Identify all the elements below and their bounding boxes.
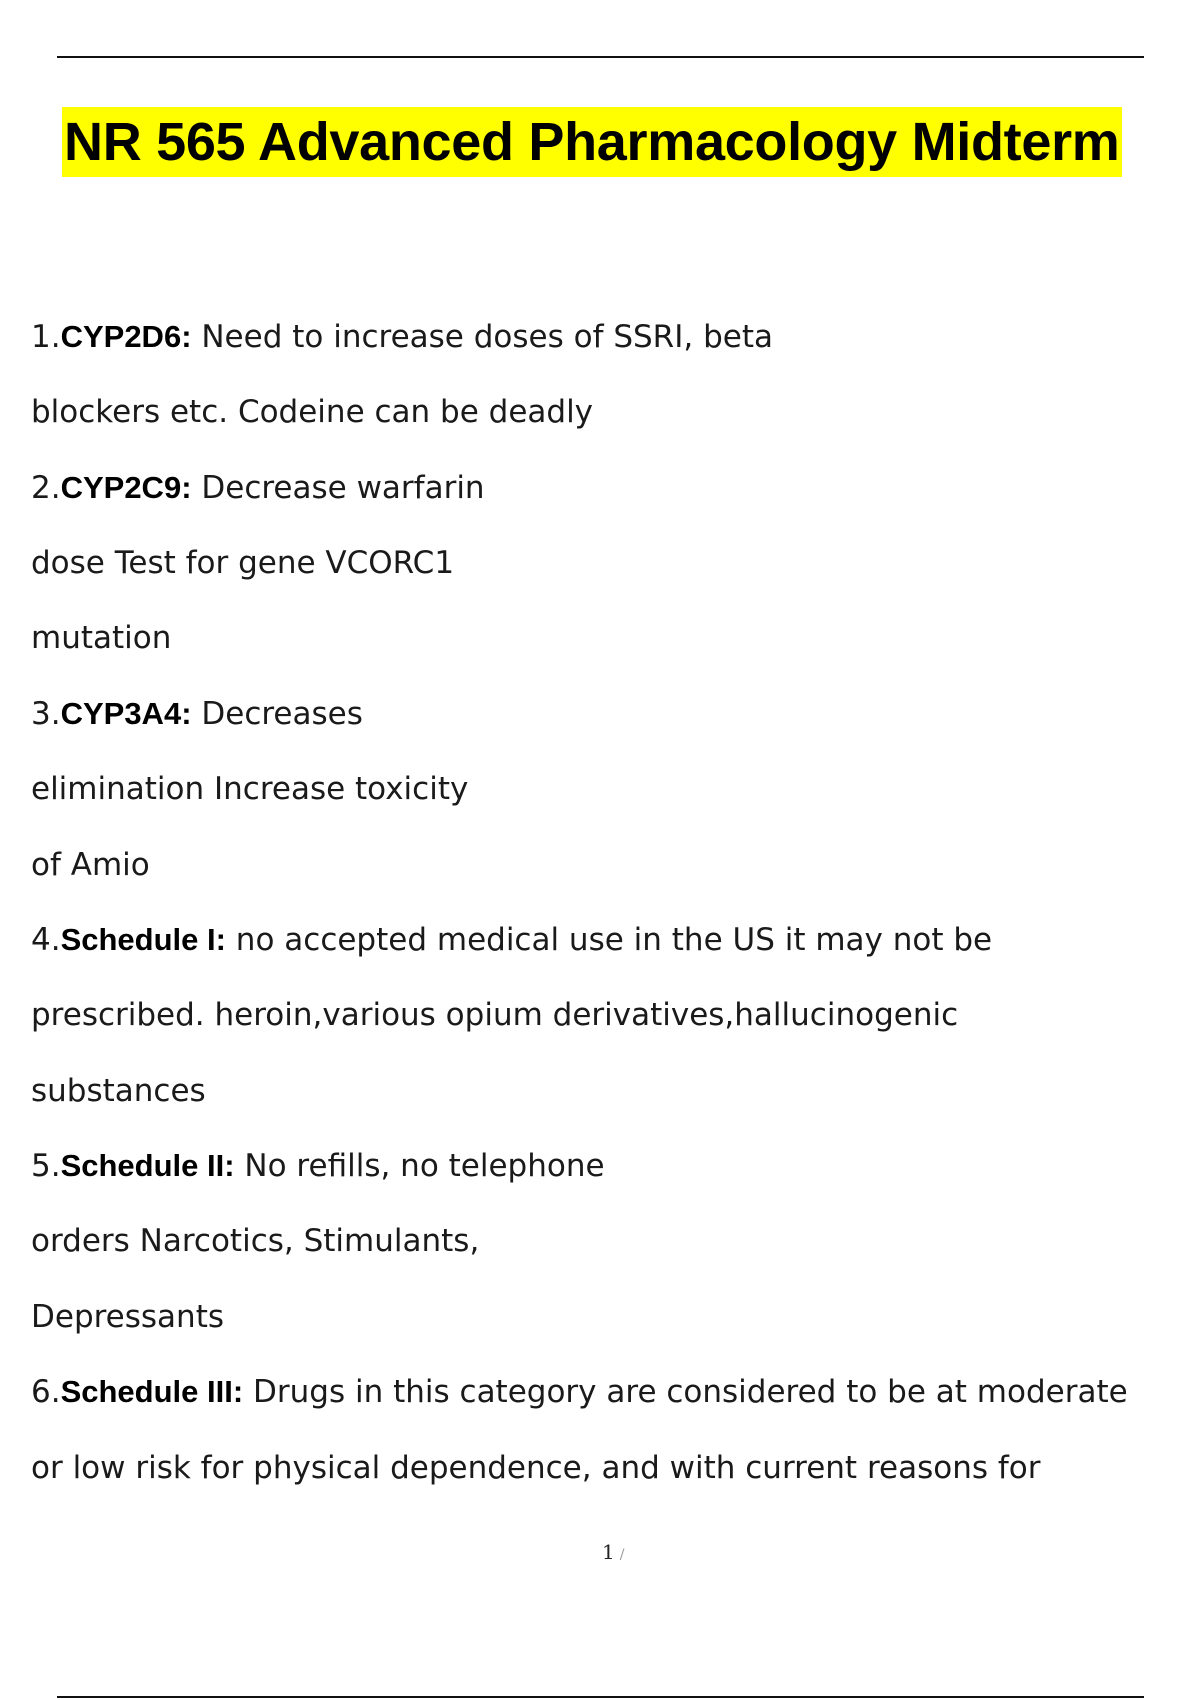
item-text: No refills, no telephone [234, 1148, 605, 1184]
list-item [31, 918, 992, 962]
item-continuation: substances [31, 1073, 206, 1109]
item-text: Decrease warfarin [191, 470, 485, 506]
item-text: Decreases [191, 696, 363, 732]
item-continuation: Depressants [31, 1299, 225, 1335]
item-number: 5. [31, 1148, 61, 1184]
item-continuation: mutation [31, 620, 172, 656]
page-number-value: 1 [602, 1540, 615, 1564]
item-number: 3. [31, 696, 61, 732]
item-number: 4. [31, 922, 61, 958]
item-text: Drugs in this category are considered to be at moderate [243, 1374, 1128, 1410]
list-item [31, 315, 773, 359]
page-number [602, 1540, 624, 1564]
list-item [31, 1370, 1128, 1414]
item-term: CYP3A4: [60, 696, 192, 731]
item-term: Schedule II: [60, 1148, 235, 1183]
item-continuation: blockers etc. Codeine can be deadly [31, 394, 594, 430]
item-continuation: of Amio [31, 847, 150, 883]
item-term: Schedule I: [60, 922, 226, 957]
bottom-rule [57, 1696, 1144, 1698]
item-term: CYP2C9: [60, 470, 192, 505]
item-continuation: orders Narcotics, Stimulants, [31, 1223, 480, 1259]
item-number: 2. [31, 470, 61, 506]
list-item [31, 692, 363, 736]
top-rule [57, 56, 1144, 58]
item-number: 6. [31, 1374, 61, 1410]
item-term: CYP2D6: [60, 319, 192, 354]
page-separator: / [619, 1547, 625, 1563]
item-continuation: dose Test for gene VCORC1 [31, 545, 455, 581]
item-text: Need to increase doses of SSRI, beta [191, 319, 773, 355]
list-item [31, 1144, 605, 1188]
title-highlight [62, 107, 1122, 177]
item-number: 1. [31, 319, 61, 355]
item-continuation: elimination Increase toxicity [31, 771, 469, 807]
document-title: NR 565 Advanced Pharmacology Midterm [64, 112, 1120, 172]
item-continuation: or low risk for physical dependence, and with current reasons for [31, 1450, 1041, 1486]
item-continuation: prescribed. heroin,various opium derivatives,hallucinogenic [31, 997, 959, 1033]
item-text: no accepted medical use in the US it may not be [225, 922, 993, 958]
list-item [31, 466, 485, 510]
item-term: Schedule III: [60, 1374, 244, 1409]
